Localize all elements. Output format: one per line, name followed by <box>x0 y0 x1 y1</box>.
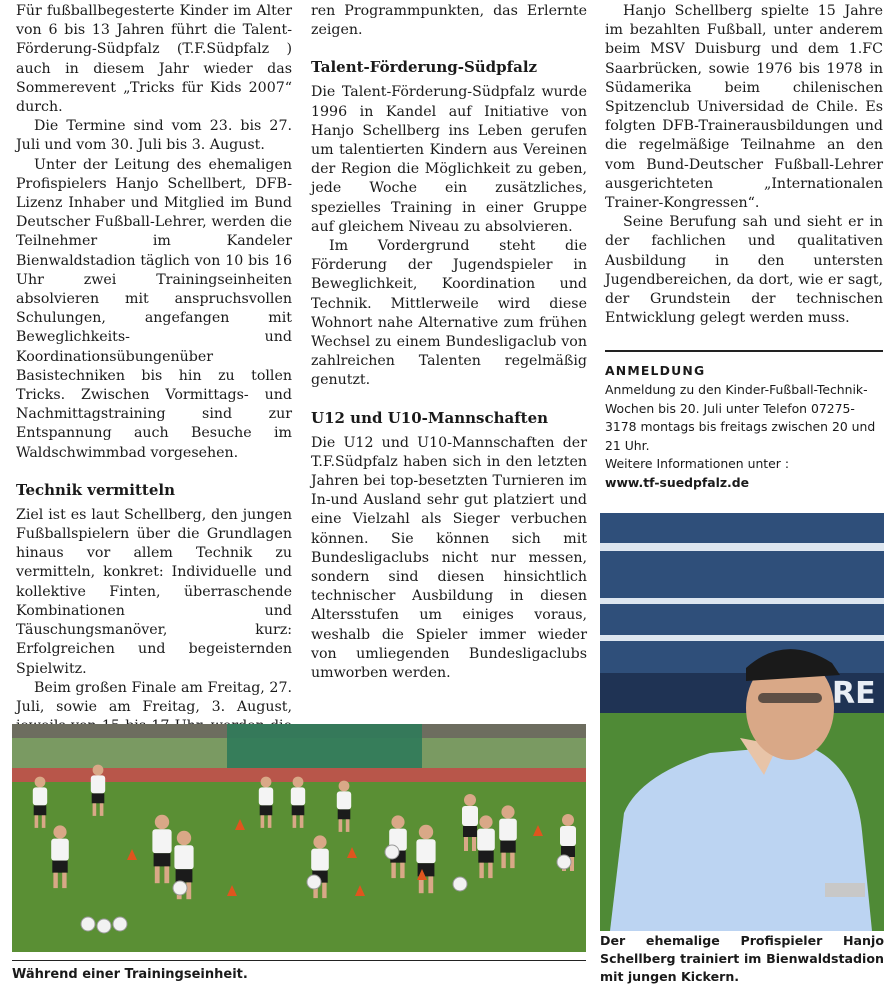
player-shirt <box>33 787 47 805</box>
player-leg <box>488 863 492 878</box>
player-leg <box>268 815 272 828</box>
soccer-ball <box>173 881 187 895</box>
player-shirt <box>560 826 576 846</box>
article-column-1 <box>16 2 292 756</box>
soccer-ball <box>113 917 127 931</box>
player-head <box>313 835 326 848</box>
player-leg <box>501 853 505 868</box>
training-photo-scene <box>12 724 586 952</box>
player-shirt <box>477 829 495 851</box>
training-photo-caption: Während einer Trainingseinheit. <box>12 960 586 982</box>
player-head <box>93 765 104 776</box>
player-head <box>293 777 304 788</box>
paragraph: Für fußballbegesterte Kinder im Alter von 6 bis 13 Jahren führt die Talent-Förderung-Südpfalz (T.F.Südpfalz ) auch in diesem Jahr wieder das Sommerevent „Tricks für Kids 2007“ durch. <box>16 3 292 116</box>
player-shirt <box>337 791 351 809</box>
player-leg <box>62 873 66 888</box>
player-leg <box>261 815 265 828</box>
player-leg <box>428 876 433 893</box>
player-head <box>339 781 350 792</box>
soccer-ball <box>557 855 571 869</box>
player-leg <box>42 815 46 828</box>
player-shorts <box>500 841 515 853</box>
player-shirt <box>416 839 435 863</box>
player-head <box>155 815 169 829</box>
training-photo <box>12 724 586 952</box>
player-shirt <box>51 839 69 861</box>
player-leg <box>293 815 297 828</box>
portrait-photo <box>600 513 884 931</box>
player-leg <box>35 815 39 828</box>
player-leg <box>464 837 468 851</box>
player-head <box>562 814 574 826</box>
player-shorts <box>52 861 67 873</box>
player-head <box>35 777 46 788</box>
soccer-ball <box>81 917 95 931</box>
player-shorts <box>463 826 477 837</box>
sunglasses <box>758 693 822 703</box>
paragraph: Seine Berufung sah und sieht er in der fachlichen und qualitativen Ausbildung in den untersten Jugendbereichen, da dort, wie er sagt, der Grundstein der technischen Entwicklung gelegt werden muss. <box>605 214 883 327</box>
paragraph: Die Talent-Förderung-Südpfalz wurde 1996 in Kandel auf Initiative von Hanjo Schellberg ins Leben gerufen um talentierten Kindern aus Vereinen der Region die Möglichkeit zu geben, jede Woche ein zusätzliches, spezielles Training in einer Gruppe auf gleichem Niveau zu absolvieren. <box>311 84 587 235</box>
player-head <box>419 825 433 839</box>
registration-box <box>605 362 883 492</box>
subheading: U12 und U10-Mannschaften <box>311 408 549 427</box>
player-leg <box>186 882 191 899</box>
paragraph: Im Vordergrund steht die Förderung der Jugendspieler in Beweglichkeit, Koordination und Technik. Mittlerweile wird diese Wohnort nahe Alternative zum frühen Wechsel zu einem Bundesligaclub von zahlreichen Talenten regelmäßig genutzt. <box>311 238 587 389</box>
player-shorts <box>176 869 193 882</box>
player-shorts <box>34 805 47 815</box>
player-head <box>177 831 191 845</box>
player-shirt <box>152 829 171 853</box>
player-leg <box>346 819 350 832</box>
divider <box>605 350 883 352</box>
player-head <box>53 825 66 838</box>
stadium-sign-text: RE <box>832 676 876 711</box>
paragraph: Beim großen Finale am Freitag, 27. Juli, sowie am Freitag, 3. August, <box>16 679 292 715</box>
player-leg <box>53 873 57 888</box>
player-shorts <box>478 851 493 863</box>
player-head <box>391 815 404 828</box>
player-shorts <box>260 805 273 815</box>
article-column-2 <box>311 2 587 683</box>
player-leg <box>391 863 395 878</box>
soccer-ball <box>307 875 321 889</box>
registration-text: Anmeldung zu den Kinder-Fußball-Technik-Wochen bis 20. Juli unter Telefon 07275-3178 montags bis freitags zwischen 20 und 21 Uhr. <box>605 382 876 453</box>
player-shirt <box>462 806 478 826</box>
subheading: Technik vermitteln <box>16 480 175 499</box>
soccer-ball <box>453 877 467 891</box>
portrait-photo-caption: Der ehemalige Profispieler Hanjo Schellberg trainiert im Bienwaldstadion mit jungen Kickern. <box>600 933 884 984</box>
registration-url: www.tf-suedpfalz.de <box>605 475 750 491</box>
portrait-scene <box>600 513 884 931</box>
player-shirt <box>174 845 193 869</box>
paragraph: Unter der Leitung des ehemaligen Profispielers Hanjo Schellbert, DFB-Lizenz Inhaber und Mitglied im Bund Deutscher Fußball-Lehrer, werden die Teilnehmer im Kandeler Bienwaldstadion täglich von 10 bis 16 Uhr zwei Trainingseinheiten absolvieren mit anspruchsvollen Schulungen, angefangen mit Beweglichkeits- und Koordinationsübungenüber Basistechniken bis hin zu tollen Tricks. Zwischen Vormittags- und Nachmittagstraining sind zur Entspannung auch Besuche im Waldschwimmbad vorgesehen. <box>16 156 292 461</box>
player-leg <box>322 883 326 898</box>
player-shorts <box>154 853 171 866</box>
paragraph: Die Termine sind vom 23. bis 27. Juli und vom 30. Juli bis 3. August. <box>16 118 292 154</box>
paragraph: Die U12 und U10-Mannschaften der T.F.Südpfalz haben sich in den letzten Jahren bei top-besetzten Turnieren im In-und Ausland sehr gut platziert und eine Vielzahl als Sieger verbuchen können. Sie können sich mit Bundesligaclubs nicht nur messen, sondern sind diesen hinsichtlich technischer Ausbildung in diesen Altersstufen um einiges voraus, weshalb die Spieler immer wieder von umliegenden Bundesligaclubs umworben werden. <box>311 434 587 682</box>
player-shirt <box>311 849 329 871</box>
article-column-3 <box>605 2 883 493</box>
registration-more: Weitere Informationen unter : <box>605 456 789 472</box>
paragraph: ren Programmpunkten, das Erlernte zeigen. <box>311 3 587 39</box>
player-head <box>261 777 272 788</box>
player-shorts <box>292 805 305 815</box>
player-leg <box>100 803 104 816</box>
wristwatch <box>825 883 865 897</box>
player-leg <box>155 866 160 883</box>
player-leg <box>479 863 483 878</box>
subheading: Talent-Förderung-Südpfalz <box>311 58 538 77</box>
paragraph: Hanjo Schellberg spielte 15 Jahre im bezahlten Fußball, unter anderem beim MSV Duisburg und dem 1.FC Saarbrücken, sowie 1976 bis 1978 in Südamerika beim chilenischen Spitzenclub Universidad de Chile. Es folgten DFB-Trainerausbildungen und die regelmäßige Teilnahme an den vom Bund-Deutscher Fußball-Lehrer ausgerichteten „Internationalen Trainer-Kongressen“. <box>605 3 883 212</box>
player-head <box>464 794 476 806</box>
player-shirt <box>291 787 305 805</box>
player-head <box>479 815 492 828</box>
player-shorts <box>338 809 351 819</box>
player-leg <box>339 819 343 832</box>
player-shirt <box>259 787 273 805</box>
soccer-ball <box>97 919 111 933</box>
player-shorts <box>92 793 105 803</box>
player-leg <box>510 853 514 868</box>
player-leg <box>164 866 169 883</box>
player-leg <box>472 837 476 851</box>
player-leg <box>93 803 97 816</box>
player-shirt <box>499 819 517 841</box>
player-head <box>501 805 514 818</box>
registration-label: ANMELDUNG <box>605 363 706 379</box>
player-leg <box>400 863 404 878</box>
paragraph: Ziel ist es laut Schellberg, den jungen Fußballspielern über die Grundlagen hinaus vor allem Technik zu vermitteln, konkret: Individuelle und kollektive Finten, überraschende Kombinationen und Täuschungsmanöver, kurz: Erfolgreichen und begeisternden Spielwitz. <box>16 506 292 677</box>
player-shirt <box>91 775 105 793</box>
player-leg <box>300 815 304 828</box>
soccer-ball <box>385 845 399 859</box>
